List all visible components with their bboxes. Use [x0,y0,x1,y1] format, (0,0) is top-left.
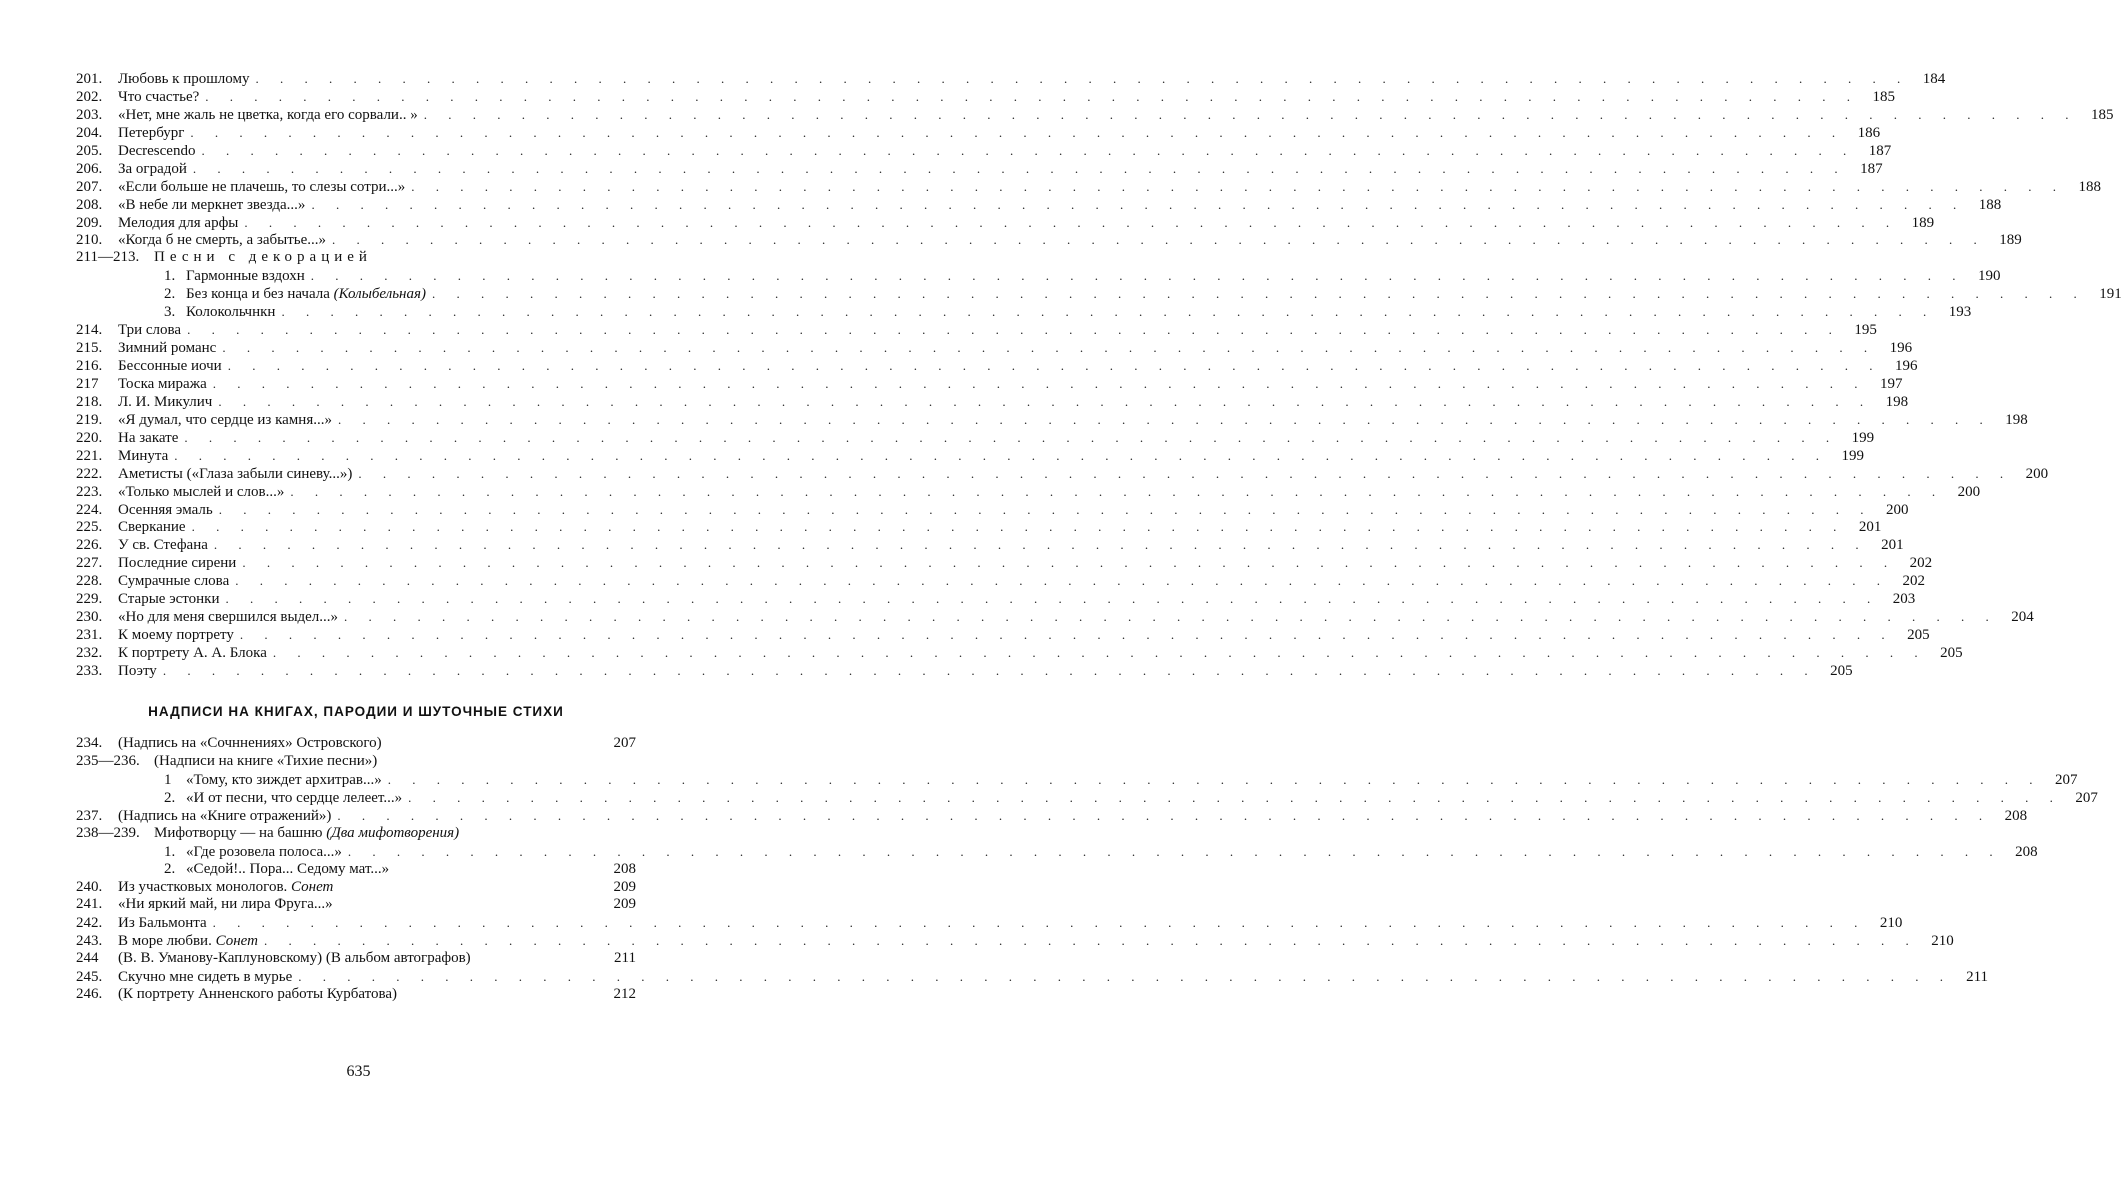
entry-page: 195 [1854,322,1877,339]
entry-page: 200 [1886,501,1909,518]
entry-number: 2. [164,789,176,806]
entry-page: 211 [614,950,636,967]
leader-dots [214,536,1868,554]
entry-title: «Но для меня свершился выдел...» [118,609,339,626]
entry-page: 189 [1911,214,1935,231]
entry-number: 234. [76,735,103,751]
leader-dots [344,608,1998,626]
entry-page: 205 [1940,645,1963,661]
entry-page: 188 [1978,196,2002,213]
entry-number: 241. [76,896,103,913]
entry-page: 200 [1957,483,1981,500]
entry-title: Без конца и без начала [186,286,330,303]
leader-dots [201,142,1855,160]
entry-title: (К портрету Анненского работы Курбатова) [118,986,398,1003]
entry-title: Что счастье? [118,88,200,105]
leader-dots [192,518,1846,536]
entry-number: 211—213. [76,249,140,266]
entry-title: (В. В. Уманову-Каплуновскому) (В альбом автографов) [118,950,471,967]
leader-dots [187,321,1841,339]
leader-dots [218,393,1872,411]
toc-entry [76,932,1954,950]
toc-entry [76,735,636,753]
entry-title: Гармонные вздохн [186,268,305,285]
leader-dots [311,196,1965,214]
entry-page: 198 [1885,393,1909,410]
entry-number: 208. [76,196,103,213]
leader-dots [264,932,1918,950]
entry-subtitle: Сонет [215,933,258,950]
leader-dots [338,411,1992,429]
leader-dots [190,124,1844,142]
toc-entry [76,429,1875,447]
toc-group-heading [76,753,636,771]
leader-dots [174,447,1828,465]
toc-entry [76,879,636,897]
entry-page: 185 [2090,106,2114,123]
toc-entry [76,375,1903,393]
entry-title: (Надписи на книге «Тихие песни») [154,752,378,769]
leader-dots [408,789,2062,807]
leader-dots [240,626,1894,644]
entry-title: «Если больше не плачешь, то слезы сотри...» [118,178,406,195]
entry-number: 210. [76,232,103,249]
entry-page: 196 [1889,340,1913,357]
toc-entry [76,644,1963,662]
entry-title: Колокольчнкн [186,304,276,321]
entry-page: 184 [1922,71,1946,87]
toc-entry [76,608,2034,626]
toc-entry [76,339,1913,357]
entry-number: 203. [76,106,103,123]
leader-dots [184,429,1838,447]
toc-entry [76,662,1853,680]
entry-title: Старые эстонки [118,591,220,608]
entry-title: «Седой!.. Пора... Седому мат...» [186,860,390,877]
toc-entry [76,807,2028,825]
entry-title: К моему портрету [118,627,234,644]
toc-entry [76,88,1896,106]
entry-title: У св. Стефана [118,537,208,554]
entry-number: 1 [164,771,172,788]
entry-title: «Когда б не смерть, а забытье...» [118,232,327,249]
entry-number: 244 [76,950,99,967]
entry-page: 209 [613,896,636,913]
entry-title: Из Бальмонта [118,915,207,932]
entry-page: 203 [1892,591,1916,608]
entry-number: 245. [76,969,103,986]
toc-section-poems [76,70,2122,680]
entry-page: 205 [1830,662,1853,679]
entry-number: 216. [76,358,103,374]
entry-page: 190 [1978,268,2001,285]
toc-entry [76,447,1865,465]
toc-entry [76,590,1916,608]
toc-entry [76,896,636,914]
entry-title: (Надпись на «Сочннениях» Островского) [118,735,382,751]
entry-title: Песни с декорацией [154,249,372,266]
toc-entry [76,357,1918,375]
toc-entry [76,986,636,1004]
entry-page: 196 [1894,358,1918,374]
entry-title: «Нет, мне жаль не цветка, когда его сорвали.. » [118,106,418,123]
entry-number: 209. [76,214,103,231]
toc-entry [76,142,1892,160]
entry-number: 220. [76,429,103,446]
entry-title: Аметисты («Глаза забыли синеву...») [118,465,353,482]
entry-subtitle: Сонет [291,878,334,895]
entry-page: 189 [1999,232,2022,249]
entry-number: 204. [76,124,103,141]
toc-entry [76,518,1882,536]
entry-title: Тоска миража [118,375,207,392]
entry-number: 227. [76,555,103,572]
toc-section-inscriptions [76,735,2098,1004]
entry-page: 207 [2055,771,2078,788]
leader-dots [193,160,1847,178]
toc-group-heading [76,825,636,843]
toc-subentry [76,303,1972,321]
toc-subentry [76,789,2098,807]
entry-title: Decrescendo [118,142,196,159]
leader-dots [205,88,1859,106]
entry-number: 206. [76,160,103,177]
entry-title: Из участковых монологов. [118,878,288,895]
toc-entry [76,483,1981,501]
toc-subentry [76,843,2038,861]
leader-dots [290,483,1944,501]
entry-number: 1. [164,843,176,860]
entry-number: 231. [76,627,103,644]
entry-number: 205. [76,142,103,159]
toc-subentry [76,861,636,879]
entry-number: 217 [76,375,99,392]
entry-title: «В небе ли меркнет звезда...» [118,196,306,213]
entry-subtitle: (Два мифотворения) [326,824,460,841]
toc-subentry [76,771,2078,789]
toc-entry [76,572,1925,590]
entry-title: Сверкание [118,519,186,536]
toc-entry [76,554,1933,572]
entry-number: 2. [164,860,176,877]
entry-page: 186 [1857,124,1881,141]
leader-dots [348,843,2002,861]
entry-title: Петербург [118,124,185,141]
entry-title: Осенняя эмаль [118,501,213,518]
entry-page: 197 [1879,375,1903,392]
entry-page: 208 [2004,807,2028,824]
entry-page: 201 [1881,537,1904,554]
entry-title: (Надпись на «Книге отражений») [118,807,332,824]
leader-dots [228,357,1882,375]
leader-dots [424,106,2078,124]
toc-entry [76,914,1903,932]
entry-title: В море любви. [118,933,212,950]
entry-number: 226. [76,537,103,554]
entry-page: 208 [2015,843,2038,860]
leader-dots [432,285,2086,303]
entry-title: Мелодия для арфы [118,214,239,231]
entry-title: Поэту [118,662,157,679]
entry-number: 232. [76,645,103,661]
entry-number: 207. [76,178,103,195]
entry-title: К портрету А. А. Блока [118,645,267,661]
entry-number: 228. [76,573,103,590]
entry-number: 215. [76,340,103,357]
entry-page: 202 [1909,555,1933,572]
entry-page: 210 [1879,915,1903,932]
entry-page: 202 [1902,573,1925,590]
toc-entry [76,411,2028,429]
entry-page: 211 [1966,969,1989,986]
entry-title: «И от песни, что сердце лелеет...» [186,789,403,806]
leader-dots [213,914,1867,932]
entry-number: 233. [76,662,103,679]
entry-title: «Тому, кто зиждет архитрав...» [186,771,382,788]
entry-page: 185 [1872,88,1896,105]
toc-entry [76,393,1909,411]
entry-page: 187 [1860,160,1883,177]
entry-page: 210 [1931,933,1954,950]
toc-subentry [76,267,2001,285]
entry-number: 242. [76,915,103,932]
entry-subtitle: (Колыбельная) [333,286,426,303]
entry-number: 219. [76,411,103,428]
leader-dots [225,590,1879,608]
toc-entry [76,950,636,968]
entry-number: 237. [76,807,103,824]
entry-title: «Только мыслей и слов...» [118,483,285,500]
toc-entry [76,231,2022,249]
entry-number: 223. [76,483,103,500]
toc-entry [76,536,1904,554]
entry-title: На закате [118,429,179,446]
toc-entry [76,626,1930,644]
toc-entry [76,106,2114,124]
entry-page: 198 [2005,411,2028,428]
toc-entry [76,321,1877,339]
entry-page: 188 [2078,178,2101,195]
leader-dots [311,267,1965,285]
entry-page: 193 [1948,304,1972,321]
leader-dots [388,771,2042,789]
section-heading: НАДПИСИ НА КНИГАХ, ПАРОДИИ И ШУТОЧНЫЕ СТИХИ [148,704,564,719]
toc-entry [76,178,2101,196]
entry-title: Сумрачные слова [118,573,230,590]
entry-page: 199 [1851,429,1875,446]
entry-title: Зимний романс [118,340,217,357]
entry-number: 246. [76,986,103,1003]
entry-number: 243. [76,933,103,950]
entry-title: Минута [118,447,169,464]
entry-number: 3. [164,304,176,321]
entry-number: 238—239. [76,824,140,841]
entry-page: 200 [2025,465,2049,482]
toc-entry [76,968,1989,986]
leader-dots [222,339,1876,357]
leader-dots [332,231,1986,249]
entry-page: 207 [2075,789,2098,806]
entry-page: 191 [2099,286,2122,303]
entry-number: 235—236. [76,752,140,769]
entry-title: За оградой [118,160,187,177]
toc-entry [76,501,1909,519]
toc-group-heading [76,249,636,267]
entry-page: 201 [1858,519,1882,536]
entry-number: 240. [76,878,103,895]
leader-dots [163,662,1817,680]
entry-page: 207 [613,735,636,751]
page-number: 635 [346,1063,371,1080]
entry-title: Бессонные иочи [118,358,222,374]
entry-title: Мифотворцу — на башню [154,824,323,841]
leader-dots [281,303,1935,321]
entry-title: Последние сирени [118,555,237,572]
toc-entry [76,465,2049,483]
entry-number: 222. [76,465,103,482]
entry-number: 225. [76,519,103,536]
toc-entry [76,160,1883,178]
entry-title: Любовь к прошлому [118,71,250,87]
leader-dots [273,644,1927,662]
toc-entry [76,196,2002,214]
entry-number: 1. [164,268,176,285]
toc-entry [76,124,1881,142]
entry-number: 229. [76,591,103,608]
entry-page: 187 [1868,142,1892,159]
leader-dots [337,807,1991,825]
entry-number: 221. [76,447,103,464]
leader-dots [242,554,1896,572]
entry-page: 204 [2011,609,2034,626]
entry-title: «Ни яркий май, ни лира Фруга...» [118,896,333,913]
leader-dots [219,501,1873,519]
leader-dots [411,178,2065,196]
entry-title: Скучно мне сидеть в мурье [118,969,293,986]
entry-title: «Я думал, что сердце из камня...» [118,411,332,428]
entry-number: 201. [76,71,103,87]
toc-entry [76,70,1946,88]
toc-subentry [76,285,2122,303]
entry-page: 205 [1907,627,1930,644]
leader-dots [213,375,1867,393]
entry-title: «Где розовела полоса...» [186,843,342,860]
leader-dots [256,70,1910,88]
toc-entry [76,214,1935,232]
entry-number: 2. [164,286,176,303]
entry-page: 199 [1841,447,1865,464]
leader-dots [235,572,1889,590]
entry-title: Три слова [118,322,182,339]
entry-page: 209 [613,878,636,895]
entry-number: 214. [76,322,103,339]
entry-number: 202. [76,88,103,105]
leader-dots [244,214,1898,232]
entry-page: 208 [613,860,636,877]
entry-number: 230. [76,609,103,626]
entry-number: 224. [76,501,103,518]
leader-dots [358,465,2012,483]
entry-title: Л. И. Микулич [118,393,213,410]
entry-page: 212 [613,986,636,1003]
leader-dots [298,968,1952,986]
entry-number: 218. [76,393,103,410]
